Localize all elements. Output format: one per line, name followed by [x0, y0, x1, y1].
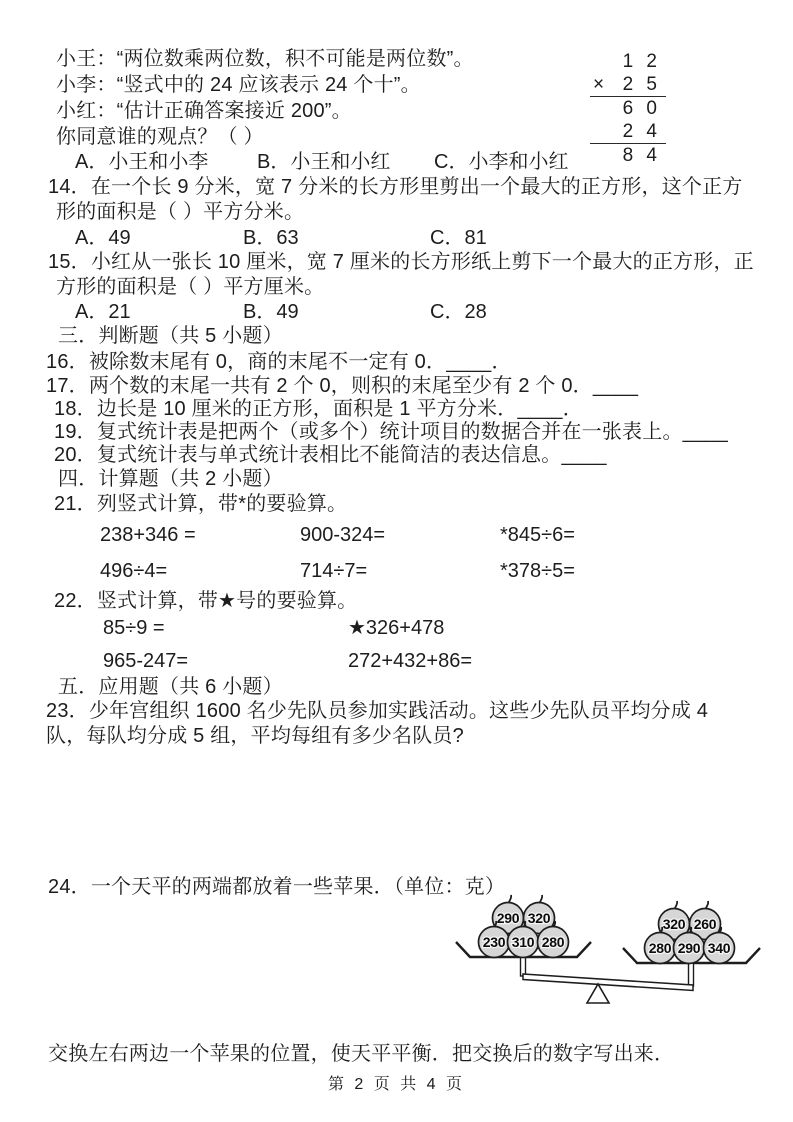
q23-line-1: 23．少年宫组织 1600 名少先队员参加实践活动。这些少先队员平均分成 4: [46, 700, 709, 722]
q22-head: 22．竖式计算，带★号的要验算。: [54, 590, 358, 612]
q24-head: 24．一个天平的两端都放着一些苹果．（单位：克）: [48, 876, 506, 898]
q15-options: [0, 301, 793, 325]
mult-multiplier-row: [590, 73, 666, 97]
q22-row-2: [0, 650, 793, 674]
q13-option-b: B．小王和小红: [257, 151, 391, 173]
section5-title: 五．应用题（共 6 小题）: [58, 676, 283, 698]
q14-line-2: 形的面积是（ ）平方分米。: [56, 201, 305, 223]
q14-line-1: 14．在一个长 9 分米，宽 7 分米的长方形里剪出一个最大的正方形，这个正方: [48, 176, 743, 198]
apple-weight: 280: [648, 940, 672, 956]
q14-option-b: B．63: [243, 227, 299, 249]
q15-line-2: 方形的面积是（ ）平方厘米。: [56, 276, 325, 298]
scale-beam: [523, 974, 693, 991]
q22-expr-4: 272+432+86=: [348, 650, 473, 672]
q22-expr-3: 965-247=: [103, 650, 189, 672]
q20: 20．复式统计表与单式统计表相比不能简洁的表达信息。____: [54, 444, 607, 466]
mult-partial-2: 2 4: [590, 120, 666, 144]
q21-expr-6: *378÷5=: [500, 560, 575, 582]
mult-result: 8 4: [622, 145, 661, 166]
q24-note: 交换左右两边一个苹果的位置，使天平平衡．把交换后的数字写出来．: [48, 1043, 675, 1065]
mult-multiplicand: 1 2: [622, 51, 661, 72]
q21-expr-5: 714÷7=: [300, 560, 368, 582]
q15-option-c: C．28: [430, 301, 487, 323]
q15-option-a: A．21: [75, 301, 131, 323]
q14-option-c: C．81: [430, 227, 487, 249]
q18: 18．边长是 10 厘米的正方形，面积是 1 平方分米．____．: [54, 398, 583, 420]
right-pan-stem: [689, 961, 694, 986]
q14-options: [0, 227, 793, 251]
section4-title: 四．计算题（共 2 小题）: [58, 468, 283, 490]
q21-expr-3: *845÷6=: [500, 524, 575, 546]
q23-line-2: 队，每队均分成 5 组，平均每组有多少名队员?: [46, 725, 464, 747]
q22-expr-2: ★326+478: [348, 617, 445, 639]
page-footer: 第 2 页 共 4 页: [327, 1076, 466, 1093]
apple-weight: 310: [511, 934, 535, 950]
apple-weight: 290: [496, 910, 520, 926]
q13-options: [0, 151, 793, 175]
scale-fulcrum: [587, 984, 609, 1003]
q17: 17．两个数的末尾一共有 2 个 0，则积的末尾至少有 2 个 0．____: [46, 375, 639, 397]
mult-partial-1: 6 0: [622, 98, 661, 119]
q15-line-1: 15．小红从一张长 10 厘米，宽 7 厘米的长方形纸上剪下一个最大的正方形，正: [48, 251, 754, 273]
apple-weight: 280: [541, 934, 565, 950]
apple-weight: 290: [677, 940, 701, 956]
balance-scale-figure: [450, 891, 780, 1016]
q21-head: 21．列竖式计算，带*的要验算。: [54, 493, 348, 515]
q14-option-a: A．49: [75, 227, 131, 249]
q13-statement-xiaohong: 小红：“估计正确答案接近 200”。: [56, 100, 352, 122]
q22-expr-1: 85÷9 =: [103, 617, 165, 639]
q13-vertical-multiplication: [590, 50, 666, 167]
section3-title: 三．判断题（共 5 小题）: [58, 325, 283, 347]
apple-weight: 320: [662, 916, 686, 932]
q13-statement-xiaoli: 小李：“竖式中的 24 应该表示 24 个十”。: [56, 74, 421, 96]
q21-row-1: [0, 524, 793, 548]
q13-option-a: A．小王和小李: [75, 151, 209, 173]
q15-option-b: B．49: [243, 301, 299, 323]
q21-row-2: [0, 560, 793, 584]
q22-row-1: [0, 617, 793, 641]
q21-expr-2: 900-324=: [300, 524, 386, 546]
apple-weight: 260: [693, 916, 717, 932]
mult-multiplier: 2 5: [622, 74, 661, 95]
q19: 19．复式统计表是把两个（或多个）统计项目的数据合并在一张表上。____: [54, 421, 728, 443]
q13-statement-xiaowang: 小王：“两位数乘两位数，积不可能是两位数”。: [56, 48, 474, 70]
apple-weight: 340: [707, 940, 731, 956]
q16: 16．被除数末尾有 0，商的末尾不一定有 0．____．: [46, 351, 512, 373]
apple-weight: 320: [527, 910, 551, 926]
apple-weight: 230: [482, 934, 506, 950]
q21-expr-1: 238+346 =: [100, 524, 196, 546]
q21-expr-4: 496÷4=: [100, 560, 168, 582]
q13-question: 你同意谁的观点？（ ）: [56, 126, 264, 148]
q13-option-c: C．小李和小红: [434, 151, 569, 173]
multiply-sign: ×: [593, 74, 609, 95]
